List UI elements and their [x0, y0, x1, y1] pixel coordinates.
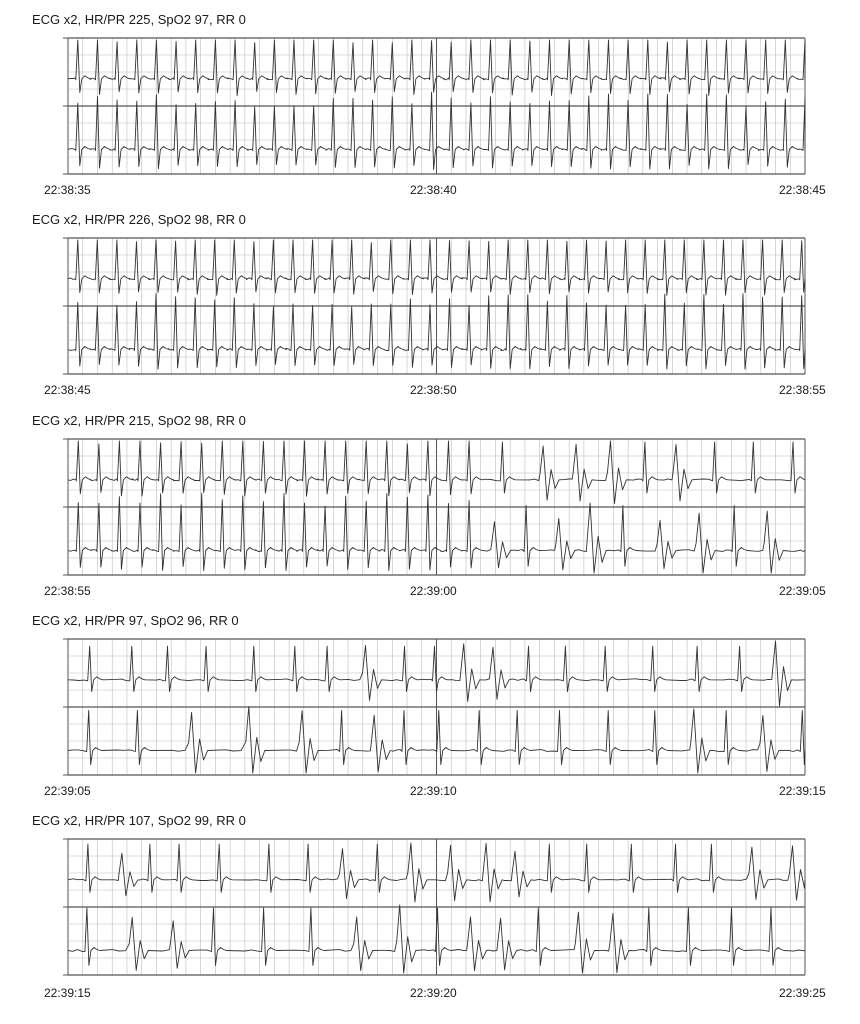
ecg-strip-3: [0, 413, 860, 613]
time-start-label: 22:38:45: [44, 383, 91, 397]
ecg-grid: [63, 439, 805, 575]
time-end-label: 22:39:05: [779, 584, 826, 598]
time-end-label: 22:38:45: [779, 183, 826, 197]
ecg-grid: [63, 38, 805, 174]
time-start-label: 22:39:05: [44, 784, 91, 798]
time-start-label: 22:38:35: [44, 183, 91, 197]
ecg-strip-2: [0, 212, 860, 412]
ecg-plot: [0, 613, 860, 813]
ecg-plot: [0, 813, 860, 1013]
ecg-grid: [63, 839, 805, 975]
time-end-label: 22:38:55: [779, 383, 826, 397]
time-end-label: 22:39:15: [779, 784, 826, 798]
strip-header: ECG x2, HR/PR 215, SpO2 98, RR 0: [32, 413, 246, 428]
strip-header: ECG x2, HR/PR 97, SpO2 96, RR 0: [32, 613, 239, 628]
time-mid-label: 22:39:20: [410, 986, 457, 1000]
time-mid-label: 22:39:00: [410, 584, 457, 598]
strip-header: ECG x2, HR/PR 226, SpO2 98, RR 0: [32, 212, 246, 227]
strip-header: ECG x2, HR/PR 225, SpO2 97, RR 0: [32, 12, 246, 27]
ecg-strip-4: [0, 613, 860, 813]
time-start-label: 22:39:15: [44, 986, 91, 1000]
strip-header: ECG x2, HR/PR 107, SpO2 99, RR 0: [32, 813, 246, 828]
ecg-plot: [0, 12, 860, 212]
ecg-plot: [0, 212, 860, 412]
time-end-label: 22:39:25: [779, 986, 826, 1000]
ecg-strip-1: [0, 12, 860, 212]
time-mid-label: 22:38:50: [410, 383, 457, 397]
time-mid-label: 22:39:10: [410, 784, 457, 798]
time-mid-label: 22:38:40: [410, 183, 457, 197]
ecg-strip-5: [0, 813, 860, 1013]
time-start-label: 22:38:55: [44, 584, 91, 598]
ecg-plot: [0, 413, 860, 613]
